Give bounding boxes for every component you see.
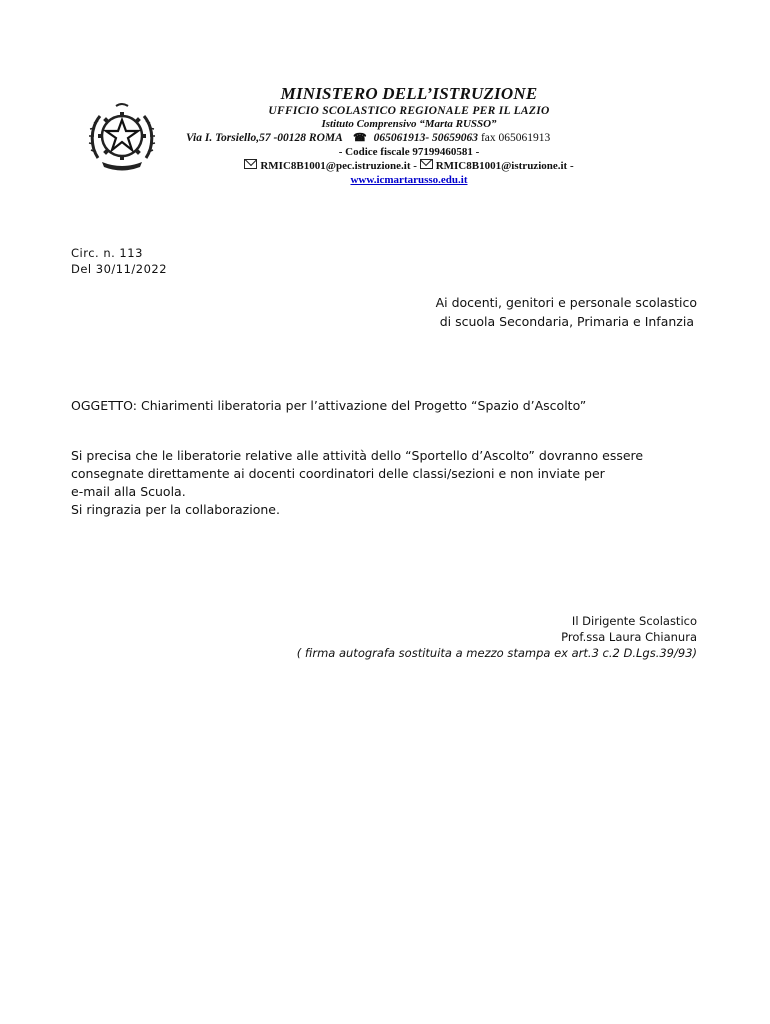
envelope-icon (244, 159, 257, 169)
school-email[interactable]: RMIC8B1001@istruzione.it - (435, 160, 574, 172)
body-line-2: consegnate direttamente ai docenti coordinatori delle classi/sezioni e non inviate per (71, 466, 605, 481)
italian-republic-emblem-icon (88, 100, 156, 172)
body-paragraph (71, 447, 643, 519)
signature-name: Prof.ssa Laura Chianura (561, 630, 697, 644)
recipients (436, 293, 697, 331)
email-line (200, 159, 618, 173)
circular-number: Circ. n. 113 (71, 246, 143, 260)
body-line-3: e-mail alla Scuola. (71, 484, 186, 499)
signature-role: Il Dirigente Scolastico (571, 614, 697, 628)
pec-email[interactable]: RMIC8B1001@pec.istruzione.it - (260, 160, 417, 172)
address-line (186, 131, 658, 145)
school-name: Istituto Comprensivo “Marta RUSSO” (321, 118, 497, 130)
envelope-icon (420, 159, 433, 169)
address: Via I. Torsiello,57 -00128 ROMA (186, 132, 343, 144)
letterhead (186, 84, 618, 187)
subject-line: OGGETTO: Chiarimenti liberatoria per l’attivazione del Progetto “Spazio d’Ascolto” (71, 398, 587, 413)
circular-info (71, 245, 167, 277)
circular-date: Del 30/11/2022 (71, 262, 168, 276)
body-line-4: Si ringrazia per la collaborazione. (71, 502, 280, 517)
tax-code: - Codice fiscale 97199460581 - (338, 146, 480, 158)
recipients-line-1: Ai docenti, genitori e personale scolastico (435, 295, 697, 310)
fax-number: fax 065061913 (480, 132, 551, 144)
recipients-line-2: di scuola Secondaria, Primaria e Infanzia (439, 314, 694, 329)
website-link[interactable]: www.icmartarusso.edu.it (350, 174, 468, 186)
regional-office: UFFICIO SCOLASTICO REGIONALE PER IL LAZIO (268, 105, 550, 117)
signature-note: ( firma autografa sostituita a mezzo stampa ex art.3 c.2 D.Lgs.39/93) (296, 646, 697, 660)
body-line-1: Si precisa che le liberatorie relative alle attività dello “Sportello d’Ascolto” dovranno essere (71, 448, 644, 463)
telephone-icon: ☎ (353, 132, 367, 144)
phone-numbers: 065061913- 50659063 (373, 132, 479, 144)
ministry-name: MINISTERO DELL’ISTRUZIONE (280, 84, 538, 103)
signature-block (297, 613, 697, 661)
